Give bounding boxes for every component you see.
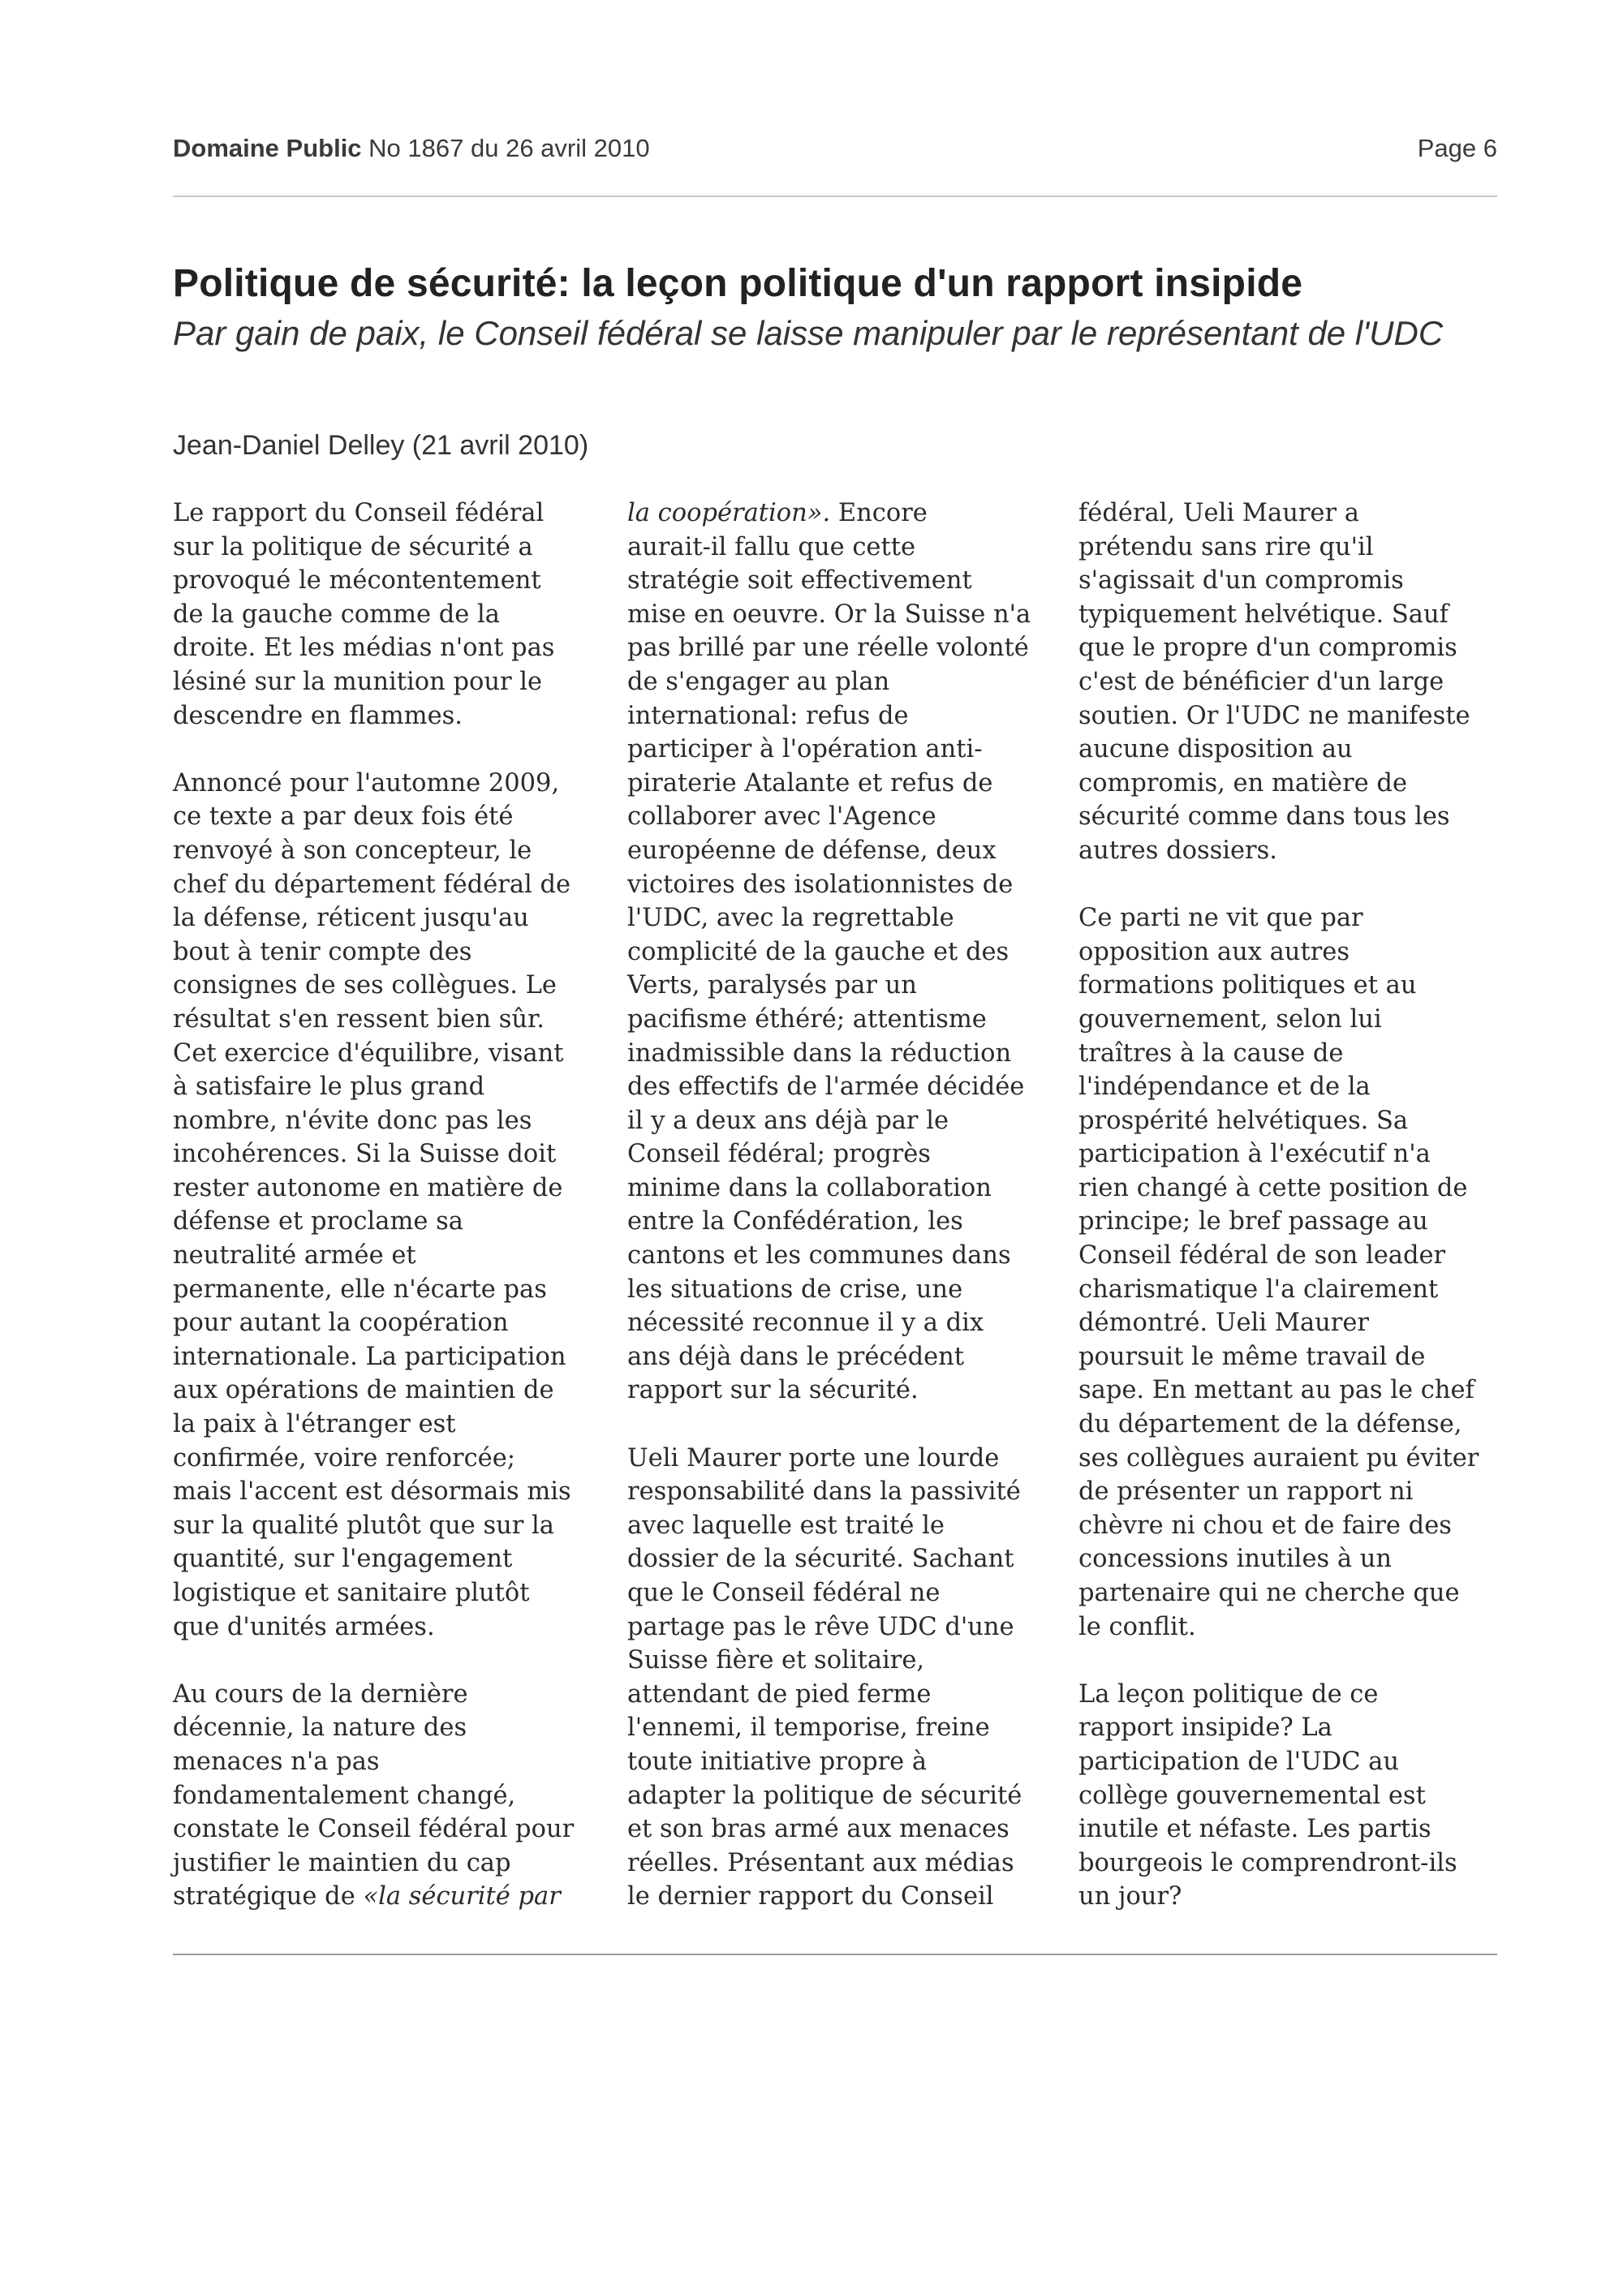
text-line: international: refus de: [627, 701, 909, 730]
text-line: gouvernement, selon lui: [1078, 1004, 1382, 1034]
text-line: que d'unités armées.: [173, 1612, 435, 1641]
text-line: Annoncé pour l'automne 2009,: [173, 768, 560, 798]
text-line: de s'engager au plan: [627, 667, 890, 696]
text-line: la paix à l'étranger est: [173, 1410, 456, 1439]
text-line: il y a deux ans déjà par le: [627, 1106, 949, 1135]
text-line: constate le Conseil fédéral pour: [173, 1815, 575, 1844]
text-line: pour autant la coopération: [173, 1309, 509, 1338]
text-line: complicité de la gauche et des: [627, 937, 1010, 966]
text-line: responsabilité dans la passivité: [627, 1477, 1021, 1507]
text-line: confirmée, voire renforcée;: [173, 1443, 516, 1473]
article-column-3: [1078, 497, 1500, 1914]
text-line: sur la politique de sécurité a: [173, 532, 533, 561]
text-line: Ueli Maurer porte une lourde: [627, 1443, 1000, 1473]
text-line: partage pas le rêve UDC d'une: [627, 1612, 1014, 1641]
text-line: chef du département fédéral de: [173, 870, 571, 899]
text-line: ans déjà dans le précédent: [627, 1342, 965, 1371]
text-line: [627, 497, 1049, 531]
text-line: du département de la défense,: [1078, 1410, 1462, 1439]
text-line: renvoyé à son concepteur, le: [173, 836, 532, 865]
text-line: participation de l'UDC au: [1078, 1747, 1399, 1776]
text-line: européenne de défense, deux: [627, 836, 997, 865]
text-line: Ce parti ne vit que par: [1078, 904, 1363, 933]
text-line: pacifisme éthéré; attentisme: [627, 1004, 987, 1034]
text-line: toute initiative propre à: [627, 1747, 928, 1776]
issue-info: No 1867 du 26 avril 2010: [368, 134, 650, 162]
page-header: [173, 134, 1497, 166]
text-line: charismatique l'a clairement: [1078, 1275, 1439, 1304]
text-line: bout à tenir compte des: [173, 937, 472, 966]
text-line: de présenter un rapport ni: [1078, 1477, 1414, 1507]
text-line: pas brillé par une réelle volonté: [627, 634, 1029, 663]
text-line: soutien. Or l'UDC ne manifeste: [1078, 701, 1470, 730]
text-line: prétendu sans rire qu'il: [1078, 532, 1374, 561]
text-line: l'UDC, avec la regrettable: [627, 904, 954, 933]
text-line: rester autonome en matière de: [173, 1173, 563, 1202]
text-line: réelles. Présentant aux médias: [627, 1848, 1014, 1877]
text-line: mise en oeuvre. Or la Suisse n'a: [627, 600, 1031, 629]
text-line: décennie, la nature des: [173, 1713, 467, 1743]
text-line: droite. Et les médias n'ont pas: [173, 634, 555, 663]
text-line: Le rapport du Conseil fédéral: [173, 499, 545, 527]
text-line: traîtres à la cause de: [1078, 1038, 1344, 1068]
page-number: Page 6: [1417, 134, 1497, 162]
text-fragment: stratégique de: [173, 1882, 364, 1911]
text-line: Cet exercice d'équilibre, visant: [173, 1038, 564, 1068]
text-line: ce texte a par deux fois été: [173, 802, 514, 832]
article-byline: Jean-Daniel Delley (21 avril 2010): [173, 430, 589, 461]
text-line: mais l'accent est désormais mis: [173, 1477, 571, 1507]
text-line: inutile et néfaste. Les partis: [1078, 1815, 1431, 1844]
text-line: formations politiques et au: [1078, 971, 1417, 1000]
text-line: les situations de crise, une: [627, 1275, 963, 1304]
text-line: provoqué le mécontentement: [173, 566, 541, 595]
text-line: et son bras armé aux menaces: [627, 1815, 1010, 1844]
text-line: Conseil fédéral de son leader: [1078, 1241, 1446, 1271]
text-line: Verts, paralysés par un: [627, 971, 917, 1000]
text-line: principe; le bref passage au: [1078, 1207, 1428, 1236]
paragraph-break: [1078, 868, 1500, 902]
text-line: chèvre ni chou et de faire des: [1078, 1511, 1452, 1540]
text-line: aucune disposition au: [1078, 735, 1353, 764]
text-line: participer à l'opération anti-: [627, 735, 983, 764]
text-line: stratégie soit effectivement: [627, 566, 972, 595]
text-line: la défense, réticent jusqu'au: [173, 904, 529, 933]
text-line: le dernier rapport du Conseil: [627, 1882, 994, 1911]
text-line: Conseil fédéral; progrès: [627, 1140, 931, 1169]
text-line: typiquement helvétique. Sauf: [1078, 600, 1449, 629]
paragraph-break: [173, 1644, 595, 1678]
quoted-text: la coopération».: [627, 499, 831, 527]
text-line: inadmissible dans la réduction: [627, 1038, 1012, 1068]
text-line: descendre en flammes.: [173, 701, 463, 730]
text-line: piraterie Atalante et refus de: [627, 768, 993, 798]
text-line: ses collègues auraient pu éviter: [1078, 1443, 1479, 1473]
text-line: dossier de la sécurité. Sachant: [627, 1545, 1014, 1574]
text-line: que le Conseil fédéral ne: [627, 1579, 941, 1607]
paragraph-break: [627, 1408, 1049, 1442]
text-line: opposition aux autres: [1078, 937, 1350, 966]
text-line: défense et proclame sa: [173, 1207, 463, 1236]
text-line: nécessité reconnue il y a dix: [627, 1309, 984, 1338]
text-line: rapport sur la sécurité.: [627, 1376, 919, 1405]
text-line: démontré. Ueli Maurer: [1078, 1309, 1370, 1338]
text-line: le conflit.: [1078, 1612, 1196, 1641]
text-line: rapport insipide? La: [1078, 1713, 1332, 1743]
text-line: résultat s'en ressent bien sûr.: [173, 1004, 545, 1034]
text-line: sécurité comme dans tous les: [1078, 802, 1450, 832]
text-line: attendant de pied ferme: [627, 1679, 932, 1709]
text-line: bourgeois le comprendront-ils: [1078, 1848, 1457, 1877]
text-line: de la gauche comme de la: [173, 600, 500, 629]
paragraph-break: [1078, 1644, 1500, 1678]
text-line: victoires des isolationnistes de: [627, 870, 1014, 899]
text-line: permanente, elle n'écarte pas: [173, 1275, 547, 1304]
text-line: lésiné sur la munition pour le: [173, 667, 543, 696]
text-line: s'agissait d'un compromis: [1078, 566, 1404, 595]
text-line: [173, 1880, 595, 1914]
text-line: logistique et sanitaire plutôt: [173, 1579, 530, 1607]
text-line: poursuit le même travail de: [1078, 1342, 1426, 1371]
text-line: La leçon politique de ce: [1078, 1679, 1379, 1709]
text-line: rien changé à cette position de: [1078, 1173, 1468, 1202]
text-line: un jour?: [1078, 1882, 1182, 1911]
text-fragment: Encore: [830, 499, 928, 527]
text-line: consignes de ses collègues. Le: [173, 971, 557, 1000]
text-line: avec laquelle est traité le: [627, 1511, 945, 1540]
text-line: c'est de bénéficier d'un large: [1078, 667, 1444, 696]
text-line: justifier le maintien du cap: [173, 1848, 511, 1877]
text-line: l'ennemi, il temporise, freine: [627, 1713, 990, 1743]
article-column-1: [173, 497, 595, 1914]
text-line: neutralité armée et: [173, 1241, 416, 1271]
publication-name: Domaine Public: [173, 134, 362, 162]
text-line: collège gouvernemental est: [1078, 1781, 1426, 1810]
text-line: adapter la politique de sécurité: [627, 1781, 1022, 1810]
text-line: internationale. La participation: [173, 1342, 566, 1371]
text-line: minime dans la collaboration: [627, 1173, 992, 1202]
quoted-text: «la sécurité par: [363, 1882, 561, 1911]
text-line: concessions inutiles à un: [1078, 1545, 1393, 1574]
text-line: incohérences. Si la Suisse doit: [173, 1140, 557, 1169]
footer-divider: [173, 1954, 1497, 1955]
article-column-2: [627, 497, 1049, 1914]
text-line: nombre, n'évite donc pas les: [173, 1106, 532, 1135]
article-subtitle: Par gain de paix, le Conseil fédéral se laisse manipuler par le représentant de l'UDC: [173, 314, 1444, 352]
text-line: Au cours de la dernière: [173, 1679, 468, 1709]
text-line: aurait-il fallu que cette: [627, 532, 916, 561]
text-line: compromis, en matière de: [1078, 768, 1408, 798]
text-line: fédéral, Ueli Maurer a: [1078, 499, 1359, 527]
text-line: collaborer avec l'Agence: [627, 802, 936, 832]
text-line: prospérité helvétiques. Sa: [1078, 1106, 1409, 1135]
text-line: autres dossiers.: [1078, 836, 1277, 865]
header-divider: [173, 196, 1497, 197]
text-line: fondamentalement changé,: [173, 1781, 516, 1810]
article-title: Politique de sécurité: la leçon politique d'un rapport insipide: [173, 262, 1303, 305]
text-line: participation à l'exécutif n'a: [1078, 1140, 1431, 1169]
text-line: quantité, sur l'engagement: [173, 1545, 513, 1574]
text-line: à satisfaire le plus grand: [173, 1073, 485, 1102]
text-line: sape. En mettant au pas le chef: [1078, 1376, 1474, 1405]
text-line: Suisse fière et solitaire,: [627, 1646, 925, 1675]
paragraph-break: [173, 733, 595, 767]
text-line: aux opérations de maintien de: [173, 1376, 554, 1405]
text-line: des effectifs de l'armée décidée: [627, 1073, 1025, 1102]
text-line: menaces n'a pas: [173, 1747, 380, 1776]
text-line: que le propre d'un compromis: [1078, 634, 1457, 663]
text-line: partenaire qui ne cherche que: [1078, 1579, 1460, 1607]
text-line: cantons et les communes dans: [627, 1241, 1011, 1271]
text-line: entre la Confédération, les: [627, 1207, 963, 1236]
text-line: sur la qualité plutôt que sur la: [173, 1511, 554, 1540]
text-line: l'indépendance et de la: [1078, 1073, 1371, 1102]
